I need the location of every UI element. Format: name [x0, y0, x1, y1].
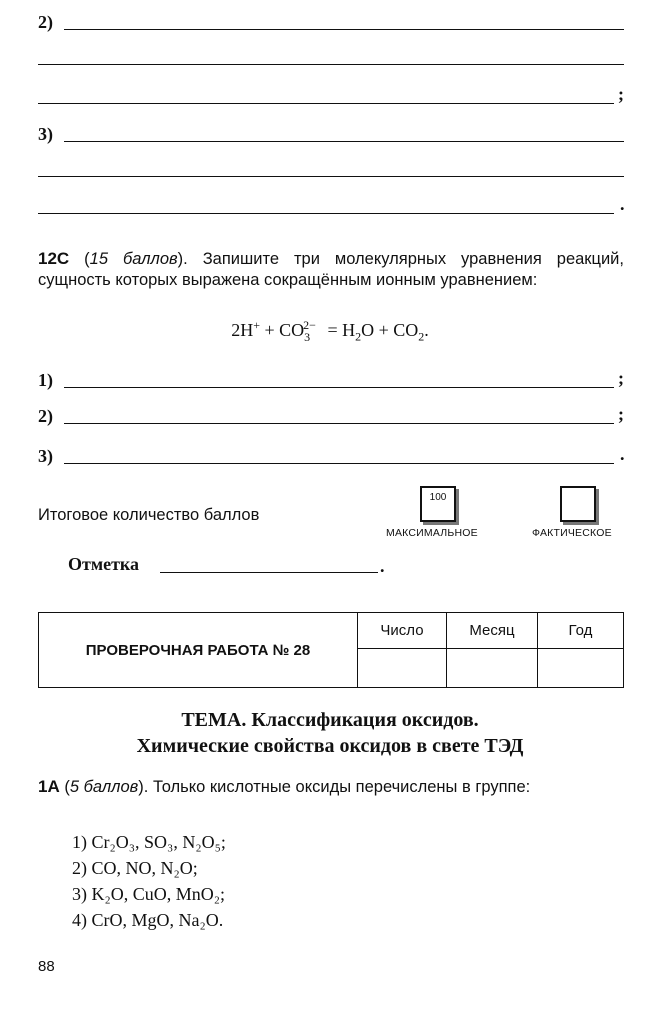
- answer-underline[interactable]: [64, 423, 614, 424]
- option-3[interactable]: 3) K₂O, CuO, MnO₂;: [72, 884, 226, 904]
- task-number: 12C: [38, 249, 70, 268]
- answer-underline[interactable]: [38, 213, 614, 214]
- actual-score-label: ФАКТИЧЕСКОЕ: [532, 527, 612, 539]
- grade-underline[interactable]: [160, 572, 378, 573]
- answer-underline[interactable]: [64, 463, 614, 464]
- test-header-table: [38, 612, 624, 688]
- max-score-box: [420, 486, 456, 522]
- year-input-cell[interactable]: [538, 649, 624, 688]
- topic-line-2: Химические свойства оксидов в свете ТЭД: [136, 735, 524, 757]
- option-2[interactable]: 2) CO, NO, N₂O;: [72, 858, 198, 878]
- answer-line-3-end[interactable]: [38, 196, 638, 216]
- task-12c-text: 12C (15 баллов). Запишите три молекулярных уравнения реакций, сущность которых выражена сокращённым ионным уравнением:: [38, 249, 624, 289]
- task-1a-text: 1А (5 баллов). Только кислотные оксиды перечислены в группе:: [38, 777, 531, 796]
- task-points: 15 баллов: [89, 250, 178, 268]
- semicolon: ;: [618, 404, 624, 424]
- answer-label: 2): [38, 406, 53, 426]
- total-score-label: Итоговое количество баллов: [38, 506, 260, 524]
- year-header-cell: [538, 613, 624, 649]
- task12-answer-2[interactable]: [38, 406, 638, 426]
- max-score-value: 100: [429, 492, 447, 503]
- semicolon: ;: [618, 84, 624, 104]
- task-question: Только кислотные оксиды перечислены в группе:: [152, 778, 531, 796]
- month-header-cell: [447, 613, 538, 649]
- answer-continuation-line[interactable]: [38, 64, 624, 65]
- day-header-cell: [358, 613, 447, 649]
- month-header: Месяц: [469, 622, 515, 639]
- task-question: Запишите три молекулярных уравнения реакций, сущность которых выражена сокращённым ионным уравнением:: [38, 250, 624, 289]
- actual-score-box[interactable]: [560, 486, 596, 522]
- ionic-equation: $2H^+ + CO_3^{2-} = H_2O + CO_2$.: [231, 318, 429, 344]
- answer-underline[interactable]: [64, 387, 614, 388]
- task-number: 1А: [38, 777, 60, 796]
- max-score-label: МАКСИМАЛЬНОЕ: [386, 527, 478, 539]
- answer-line-2-end[interactable]: [38, 86, 638, 106]
- answer-line-2-prev[interactable]: [38, 12, 624, 32]
- semicolon: ;: [618, 368, 624, 388]
- task12-answer-3[interactable]: [38, 446, 638, 466]
- answer-label: 3): [38, 446, 53, 466]
- answer-label: 1): [38, 370, 53, 390]
- answer-underline[interactable]: [64, 29, 624, 30]
- year-header: Год: [568, 622, 593, 639]
- page-number: 88: [38, 958, 55, 975]
- period: .: [620, 444, 625, 464]
- period: .: [620, 194, 625, 214]
- option-1[interactable]: 1) Cr₂O₃, SO₃, N₂O₅;: [72, 832, 226, 852]
- answer-underline[interactable]: [38, 103, 614, 104]
- answer-label: 2): [38, 12, 53, 32]
- option-4[interactable]: 4) CrO, MgO, Na₂O.: [72, 910, 224, 930]
- answer-underline[interactable]: [64, 141, 624, 142]
- month-input-cell[interactable]: [447, 649, 538, 688]
- test-title-cell: [39, 613, 358, 688]
- task-points: 5 баллов: [69, 778, 139, 796]
- answer-continuation-line[interactable]: [38, 176, 624, 177]
- topic-line-1: ТЕМА. Классификация оксидов.: [181, 709, 479, 731]
- day-input-cell[interactable]: [358, 649, 447, 688]
- task12-answer-1[interactable]: [38, 370, 638, 390]
- day-header: Число: [380, 622, 424, 639]
- test-title: ПРОВЕРОЧНАЯ РАБОТА № 28: [85, 641, 311, 659]
- grade-period: .: [380, 556, 385, 576]
- answer-label: 3): [38, 124, 53, 144]
- grade-label: Отметка: [68, 554, 140, 574]
- answer-line-3-prev[interactable]: [38, 124, 624, 144]
